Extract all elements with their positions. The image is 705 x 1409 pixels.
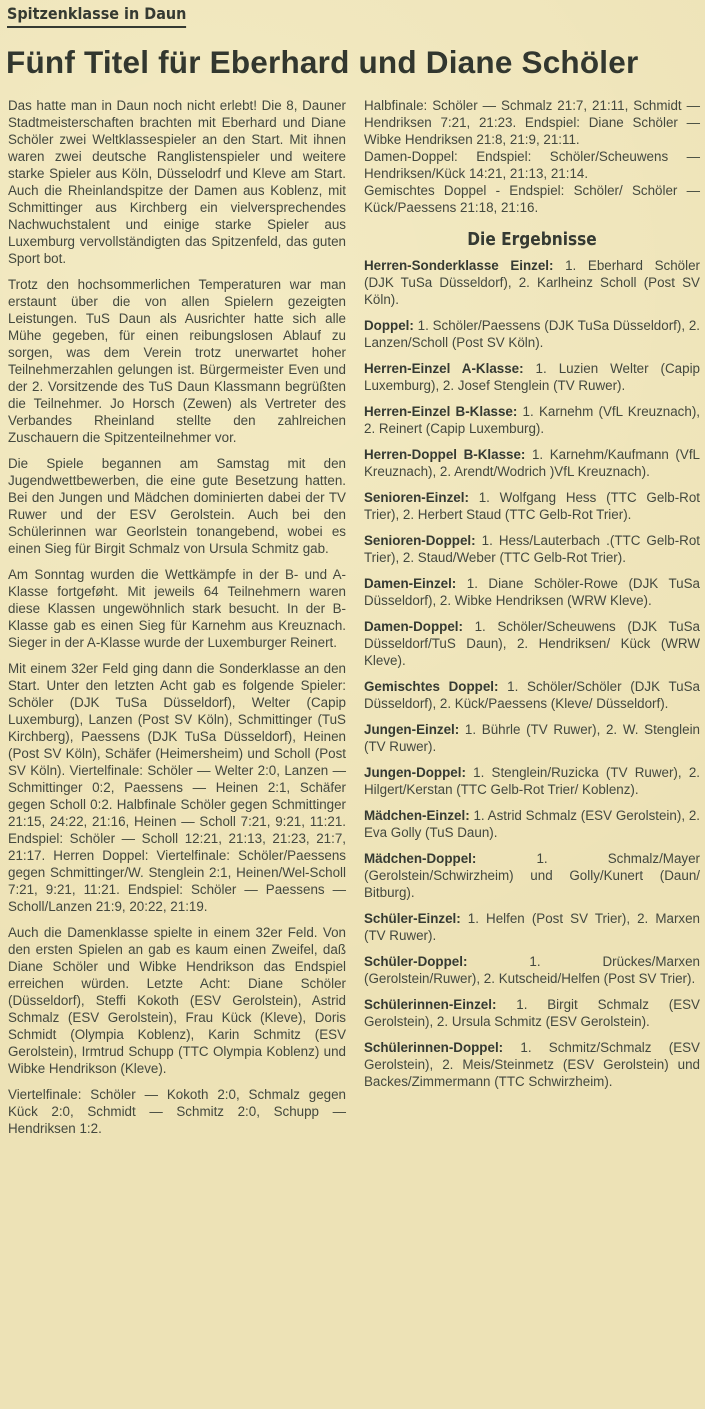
result-text: 1. Schöler/Paessens (DJK TuSa Düsseldorf), 2. Lanzen/Scholl (Post SV Köln).: [364, 318, 700, 350]
result-text: 1. Schöler/Schöler (DJK TuSa Düsseldorf), 2. Kück/Paessens (Kleve/ Düsseldorf).: [364, 679, 700, 711]
article-paragraph: Viertelfinale: Schöler — Kokoth 2:0, Schmalz gegen Kück 2:0, Schmidt — Schmitz 2:0, Schupp — Hendriksen 1:2.: [8, 1087, 346, 1136]
result-category: Herren-Sonderklasse Einzel:: [364, 258, 554, 273]
result-category: Damen-Einzel:: [364, 576, 457, 591]
article-paragraph: Auch die Damenklasse spielte in einem 32er Feld. Von den ersten Spielen an gab es kaum einen Zweifel, daß Diane Schöler und Wibke Hendrikson das Endspiel erreichen würden. Letzte Acht: Diane Schöler (Düsseldorf), Steffi Kokoth (ESV Gerolstein), Astrid Schmalz (ESV Gerolstein), Frau Kück (Kleve), Doris Schmidt (Olympia Koblenz), Karin Schmitz (ESV Gerolstein), Irmtrud Schupp (TTC Olympia Koblenz) und Wibke Hendrikson (Kleve).: [8, 925, 346, 1076]
article-paragraph: Mit einem 32er Feld ging dann die Sonderklasse an den Start. Unter den letzten Acht gab es folgende Spieler: Schöler (DJK TuSa Düsseldorf), Welter (Capip Luxemburg), Lanzen (Post SV Köln), Schmittinger (TuS Kirchberg), Paessens (DJK TuSa Düsseldorf), Heinen (Post SV Köln), Schäfer (Heimersheim) und Scholl (Post SV Köln). Viertelfinale: Schöler — Welter 2:0, Lanzen — Schmittinger 0:2, Paessens — Heinen 2:1, Schäfer gegen Scholl 0:2. Halbfinale Schöler gegen Schmittinger 21:15, 24:22, 21:16, Heinen — Scholl 7:21, 9:21, 11:21. Endspiel: Schöler — Scholl 12:21, 21:13, 21:23, 21:7, 21:17. Herren Doppel: Viertelfinale: Schöler/Paessens gegen Schmittinger/W. Stenglein 2:1, Heinen/Wel-Scholl 7:21, 9:21, 11:21. Endspiel: Schöler — Paessens — Scholl/Lanzen 21:9, 20:22, 21:19.: [8, 661, 346, 914]
result-entry: [364, 575, 700, 609]
result-entry: [364, 721, 700, 755]
article-paragraph: Trotz den hochsommerlichen Temperaturen war man erstaunt über die von allen Spielern gezeigten Leistungen. TuS Daun als Ausrichter hatte sich alle Mühe gegeben, für einen reibungslosen Ablauf zu sorgen, was dem Verein trotz unerwartet hoher Teilnehmerzahlen gelungen ist. Bürgermeister Even und der 2. Vorsitzende des TuS Daun Klassmann begrüßten die Teilnehmer. Jo Horsch (Zewen) als Vertreter des Verbandes Rheinland stellte den zahlreichen Zuschauern die Spitzenteilnehmer vor.: [8, 277, 346, 445]
results-list: [364, 257, 700, 1090]
result-text: 1. Hess/Lauterbach .(TTC Gelb-Rot Trier), 2. Staud/Weber (TTC Gelb-Rot Trier).: [364, 533, 700, 565]
result-category: Gemischtes Doppel:: [364, 679, 499, 694]
headline: Fünf Titel für Eberhard und Diane Schöler: [6, 44, 639, 80]
result-entry: [364, 360, 700, 394]
result-text: 1. Drückes/Marxen (Gerolstein/Ruwer), 2. Kutscheid/Helfen (Post SV Trier).: [364, 954, 700, 986]
result-category: Schülerinnen-Doppel:: [364, 1040, 504, 1055]
article-paragraph: Gemischtes Doppel - Endspiel: Schöler/ Schöler — Kück/Paessens 21:18, 21:16.: [364, 183, 700, 215]
result-category: Jungen-Einzel:: [364, 722, 460, 737]
result-text: 1. Luzien Welter (Capip Luxemburg), 2. Josef Stenglein (TV Ruwer).: [364, 361, 701, 393]
result-entry: [364, 678, 700, 712]
result-text: 1. Diane Schöler-Rowe (DJK TuSa Düsseldorf), 2. Wibke Hendriksen (WRW Kleve).: [364, 576, 700, 608]
article-paragraph: Das hatte man in Daun noch nicht erlebt! Die 8, Dauner Stadtmeisterschaften brachten mit Eberhard und Diane Schöler zwei Weltklassespieler an den Start. Mit ihnen waren zwei deutsche Ranglistenspieler und weitere starke Spieler aus Köln, Düsselodrf und Kleve am Start. Auch die Rheinlandspitze der Damen aus Koblenz, mit Schmittinger aus Kirchberg ein vielversprechendes Nachwuchstalent und einige starke Spieler aus Luxemburg vervollständigten das Spitzenfeld, das guten Sport bot.: [8, 98, 346, 266]
result-entry: [364, 1039, 700, 1090]
article-continuation: [364, 97, 700, 216]
result-category: Schüler-Einzel:: [364, 911, 461, 926]
result-category: Senioren-Doppel:: [364, 533, 476, 548]
result-category: Senioren-Einzel:: [364, 490, 469, 505]
result-category: Mädchen-Einzel:: [364, 808, 470, 823]
result-text: 1. Schmitz/Schmalz (ESV Gerolstein), 2. Meis/Steinmetz (ESV Gerolstein) und Backes/Zimmermann (TTC Schwirzheim).: [364, 1040, 700, 1089]
result-text: 1. Birgit Schmalz (ESV Gerolstein), 2. Ursula Schmitz (ESV Gerolstein).: [364, 997, 700, 1029]
section-kicker: Spitzenklasse in Daun: [7, 4, 186, 28]
result-category: Mädchen-Doppel:: [364, 851, 477, 866]
result-text: 1. Stenglein/Ruzicka (TV Ruwer), 2. Hilgert/Kerstan (TTC Gelb-Rot Trier/ Koblenz).: [364, 765, 700, 797]
result-entry: [364, 953, 700, 987]
result-entry: [364, 257, 700, 308]
article-paragraph: Die Spiele begannen am Samstag mit den Jugendwettbewerben, die eine gute Besetzung hatten. Bei den Jungen und Mädchen dominierten dabei der TV Ruwer und der ESV Gerolstein. Auch bei den Schülerinnen war Georlstein tonangebend, wobei es einen Sieg für Birgit Schmalz von Ursula Schmitz gab.: [8, 456, 346, 556]
result-text: 1. Helfen (Post SV Trier), 2. Marxen (TV Ruwer).: [364, 911, 700, 943]
result-entry: [364, 764, 700, 798]
result-text: 1. Schmalz/Mayer (Gerolstein/Schwirzheim) und Golly/Kunert (Daun/ Bitburg).: [364, 851, 700, 900]
result-category: Jungen-Doppel:: [364, 765, 466, 780]
result-entry: [364, 996, 700, 1030]
result-entry: [364, 446, 700, 480]
result-entry: [364, 910, 700, 944]
result-category: Herren-Doppel B-Klasse:: [364, 447, 526, 462]
article-paragraph: Damen-Doppel: Endspiel: Schöler/Scheuwens — Hendriksen/Kück 14:21, 21:13, 21:14.: [364, 149, 700, 181]
article-paragraph: Halbfinale: Schöler — Schmalz 21:7, 21:11, Schmidt — Hendriksen 7:21, 21:23. Endspiel: Diane Schöler — Wibke Hendriksen 21:8, 21:9, 21:11.: [364, 98, 700, 147]
article-column-right: [364, 97, 700, 1099]
result-text: 1. Karnehm (VfL Kreuznach), 2. Reinert (Capip Luxemburg).: [364, 404, 700, 436]
result-entry: [364, 489, 700, 523]
article-paragraph: Am Sonntag wurden die Wettkämpfe in der B- und A-Klasse fortgeføht. Mit jeweils 64 Teilnehmern waren diese Klassen ungewöhnlich stark besucht. In der B-Klasse gab es einen Sieg für Karnehm aus Kreuznach. Sieger in der A-Klasse wurde der Luxemburger Reinert.: [8, 567, 346, 650]
result-text: 1. Eberhard Schöler (DJK TuSa Düsseldorf), 2. Karlheinz Scholl (Post SV Köln).: [364, 258, 700, 307]
result-text: 1. Bührle (TV Ruwer), 2. W. Stenglein (TV Ruwer).: [364, 722, 700, 754]
article-column-left: [8, 97, 346, 1146]
result-text: 1. Wolfgang Hess (TTC Gelb-Rot Trier), 2. Herbert Staud (TTC Gelb-Rot Trier).: [364, 490, 700, 522]
result-entry: [364, 532, 700, 566]
result-category: Damen-Doppel:: [364, 619, 463, 634]
results-heading: Die Ergebnisse: [467, 230, 597, 250]
result-entry: [364, 807, 700, 841]
result-entry: [364, 618, 700, 669]
result-entry: [364, 403, 700, 437]
result-category: Herren-Einzel A-Klasse:: [364, 361, 524, 376]
result-text: 1. Karnehm/Kaufmann (VfL Kreuznach), 2. Arendt/Wodrich )VfL Kreuznach).: [364, 447, 700, 479]
result-text: 1. Schöler/Scheuwens (DJK TuSa Düsseldorf/TuS Daun), 2. Hendriksen/ Kück (WRW Kleve).: [364, 619, 700, 668]
result-entry: [364, 317, 700, 351]
result-category: Schülerinnen-Einzel:: [364, 997, 497, 1012]
result-category: Herren-Einzel B-Klasse:: [364, 404, 518, 419]
result-category: Schüler-Doppel:: [364, 954, 468, 969]
result-category: Doppel:: [364, 318, 414, 333]
result-text: 1. Astrid Schmalz (ESV Gerolstein), 2. Eva Golly (TuS Daun).: [364, 808, 700, 840]
result-entry: [364, 850, 700, 901]
